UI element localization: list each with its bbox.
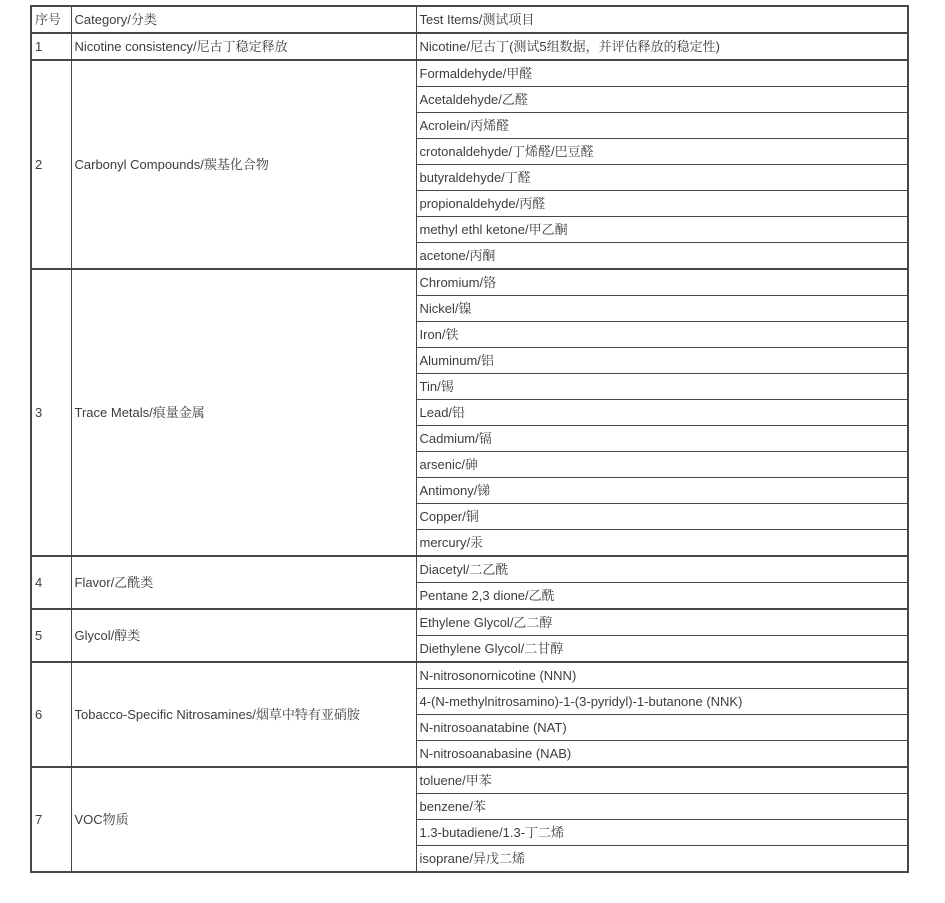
item-cell: Chromium/铬 <box>416 269 908 296</box>
category-cell: Carbonyl Compounds/羰基化合物 <box>71 60 416 269</box>
item-cell: butyraldehyde/丁醛 <box>416 165 908 191</box>
item-cell: acetone/丙酮 <box>416 243 908 270</box>
index-cell: 6 <box>31 662 71 767</box>
index-cell: 3 <box>31 269 71 556</box>
item-cell: Pentane 2,3 dione/乙酰 <box>416 583 908 610</box>
item-cell: isoprane/异戊二烯 <box>416 846 908 873</box>
item-cell: Formaldehyde/甲醛 <box>416 60 908 87</box>
item-cell: Nickel/镍 <box>416 296 908 322</box>
item-cell: N-nitrosonornicotine (NNN) <box>416 662 908 689</box>
category-cell: Tobacco-Specific Nitrosamines/烟草中特有亚硝胺 <box>71 662 416 767</box>
item-cell: Ethylene Glycol/乙二醇 <box>416 609 908 636</box>
index-cell: 4 <box>31 556 71 609</box>
item-cell: crotonaldehyde/丁烯醛/巴豆醛 <box>416 139 908 165</box>
item-cell: mercury/汞 <box>416 530 908 557</box>
item-cell: benzene/苯 <box>416 794 908 820</box>
table-row <box>31 556 908 583</box>
category-cell: VOC物质 <box>71 767 416 872</box>
item-cell: 4-(N-methylnitrosamino)-1-(3-pyridyl)-1-butanone (NNK) <box>416 689 908 715</box>
index-cell: 1 <box>31 33 71 60</box>
item-cell: Cadmium/镉 <box>416 426 908 452</box>
header-items: Test Items/测试项目 <box>416 6 908 33</box>
item-cell: N-nitrosoanatabine (NAT) <box>416 715 908 741</box>
item-cell: arsenic/砷 <box>416 452 908 478</box>
item-cell: Acetaldehyde/乙醛 <box>416 87 908 113</box>
test-items-table <box>30 5 909 873</box>
index-cell: 5 <box>31 609 71 662</box>
table-row <box>31 662 908 689</box>
item-cell: Diacetyl/二乙酰 <box>416 556 908 583</box>
table-row <box>31 269 908 296</box>
header-category: Category/分类 <box>71 6 416 33</box>
item-cell: toluene/甲苯 <box>416 767 908 794</box>
item-cell: N-nitrosoanabasine (NAB) <box>416 741 908 768</box>
category-cell: Nicotine consistency/尼古丁稳定释放 <box>71 33 416 60</box>
table-row <box>31 33 908 60</box>
category-cell: Trace Metals/痕量金属 <box>71 269 416 556</box>
header-row <box>31 6 908 33</box>
category-cell: Glycol/醇类 <box>71 609 416 662</box>
table-row <box>31 767 908 794</box>
table-body <box>31 33 908 872</box>
item-cell: Copper/铜 <box>416 504 908 530</box>
item-cell: Nicotine/尼古丁(测试5组数据，并评估释放的稳定性) <box>416 33 908 60</box>
item-cell: Antimony/锑 <box>416 478 908 504</box>
item-cell: Iron/铁 <box>416 322 908 348</box>
item-cell: 1.3-butadiene/1.3-丁二烯 <box>416 820 908 846</box>
category-cell: Flavor/乙酰类 <box>71 556 416 609</box>
table-row <box>31 609 908 636</box>
header-index: 序号 <box>31 6 71 33</box>
item-cell: Lead/铅 <box>416 400 908 426</box>
item-cell: Diethylene Glycol/二甘醇 <box>416 636 908 663</box>
item-cell: Acrolein/丙烯醛 <box>416 113 908 139</box>
item-cell: propionaldehyde/丙醛 <box>416 191 908 217</box>
item-cell: Aluminum/铝 <box>416 348 908 374</box>
item-cell: methyl ethl ketone/甲乙酮 <box>416 217 908 243</box>
index-cell: 2 <box>31 60 71 269</box>
table-row <box>31 60 908 87</box>
item-cell: Tin/锡 <box>416 374 908 400</box>
index-cell: 7 <box>31 767 71 872</box>
